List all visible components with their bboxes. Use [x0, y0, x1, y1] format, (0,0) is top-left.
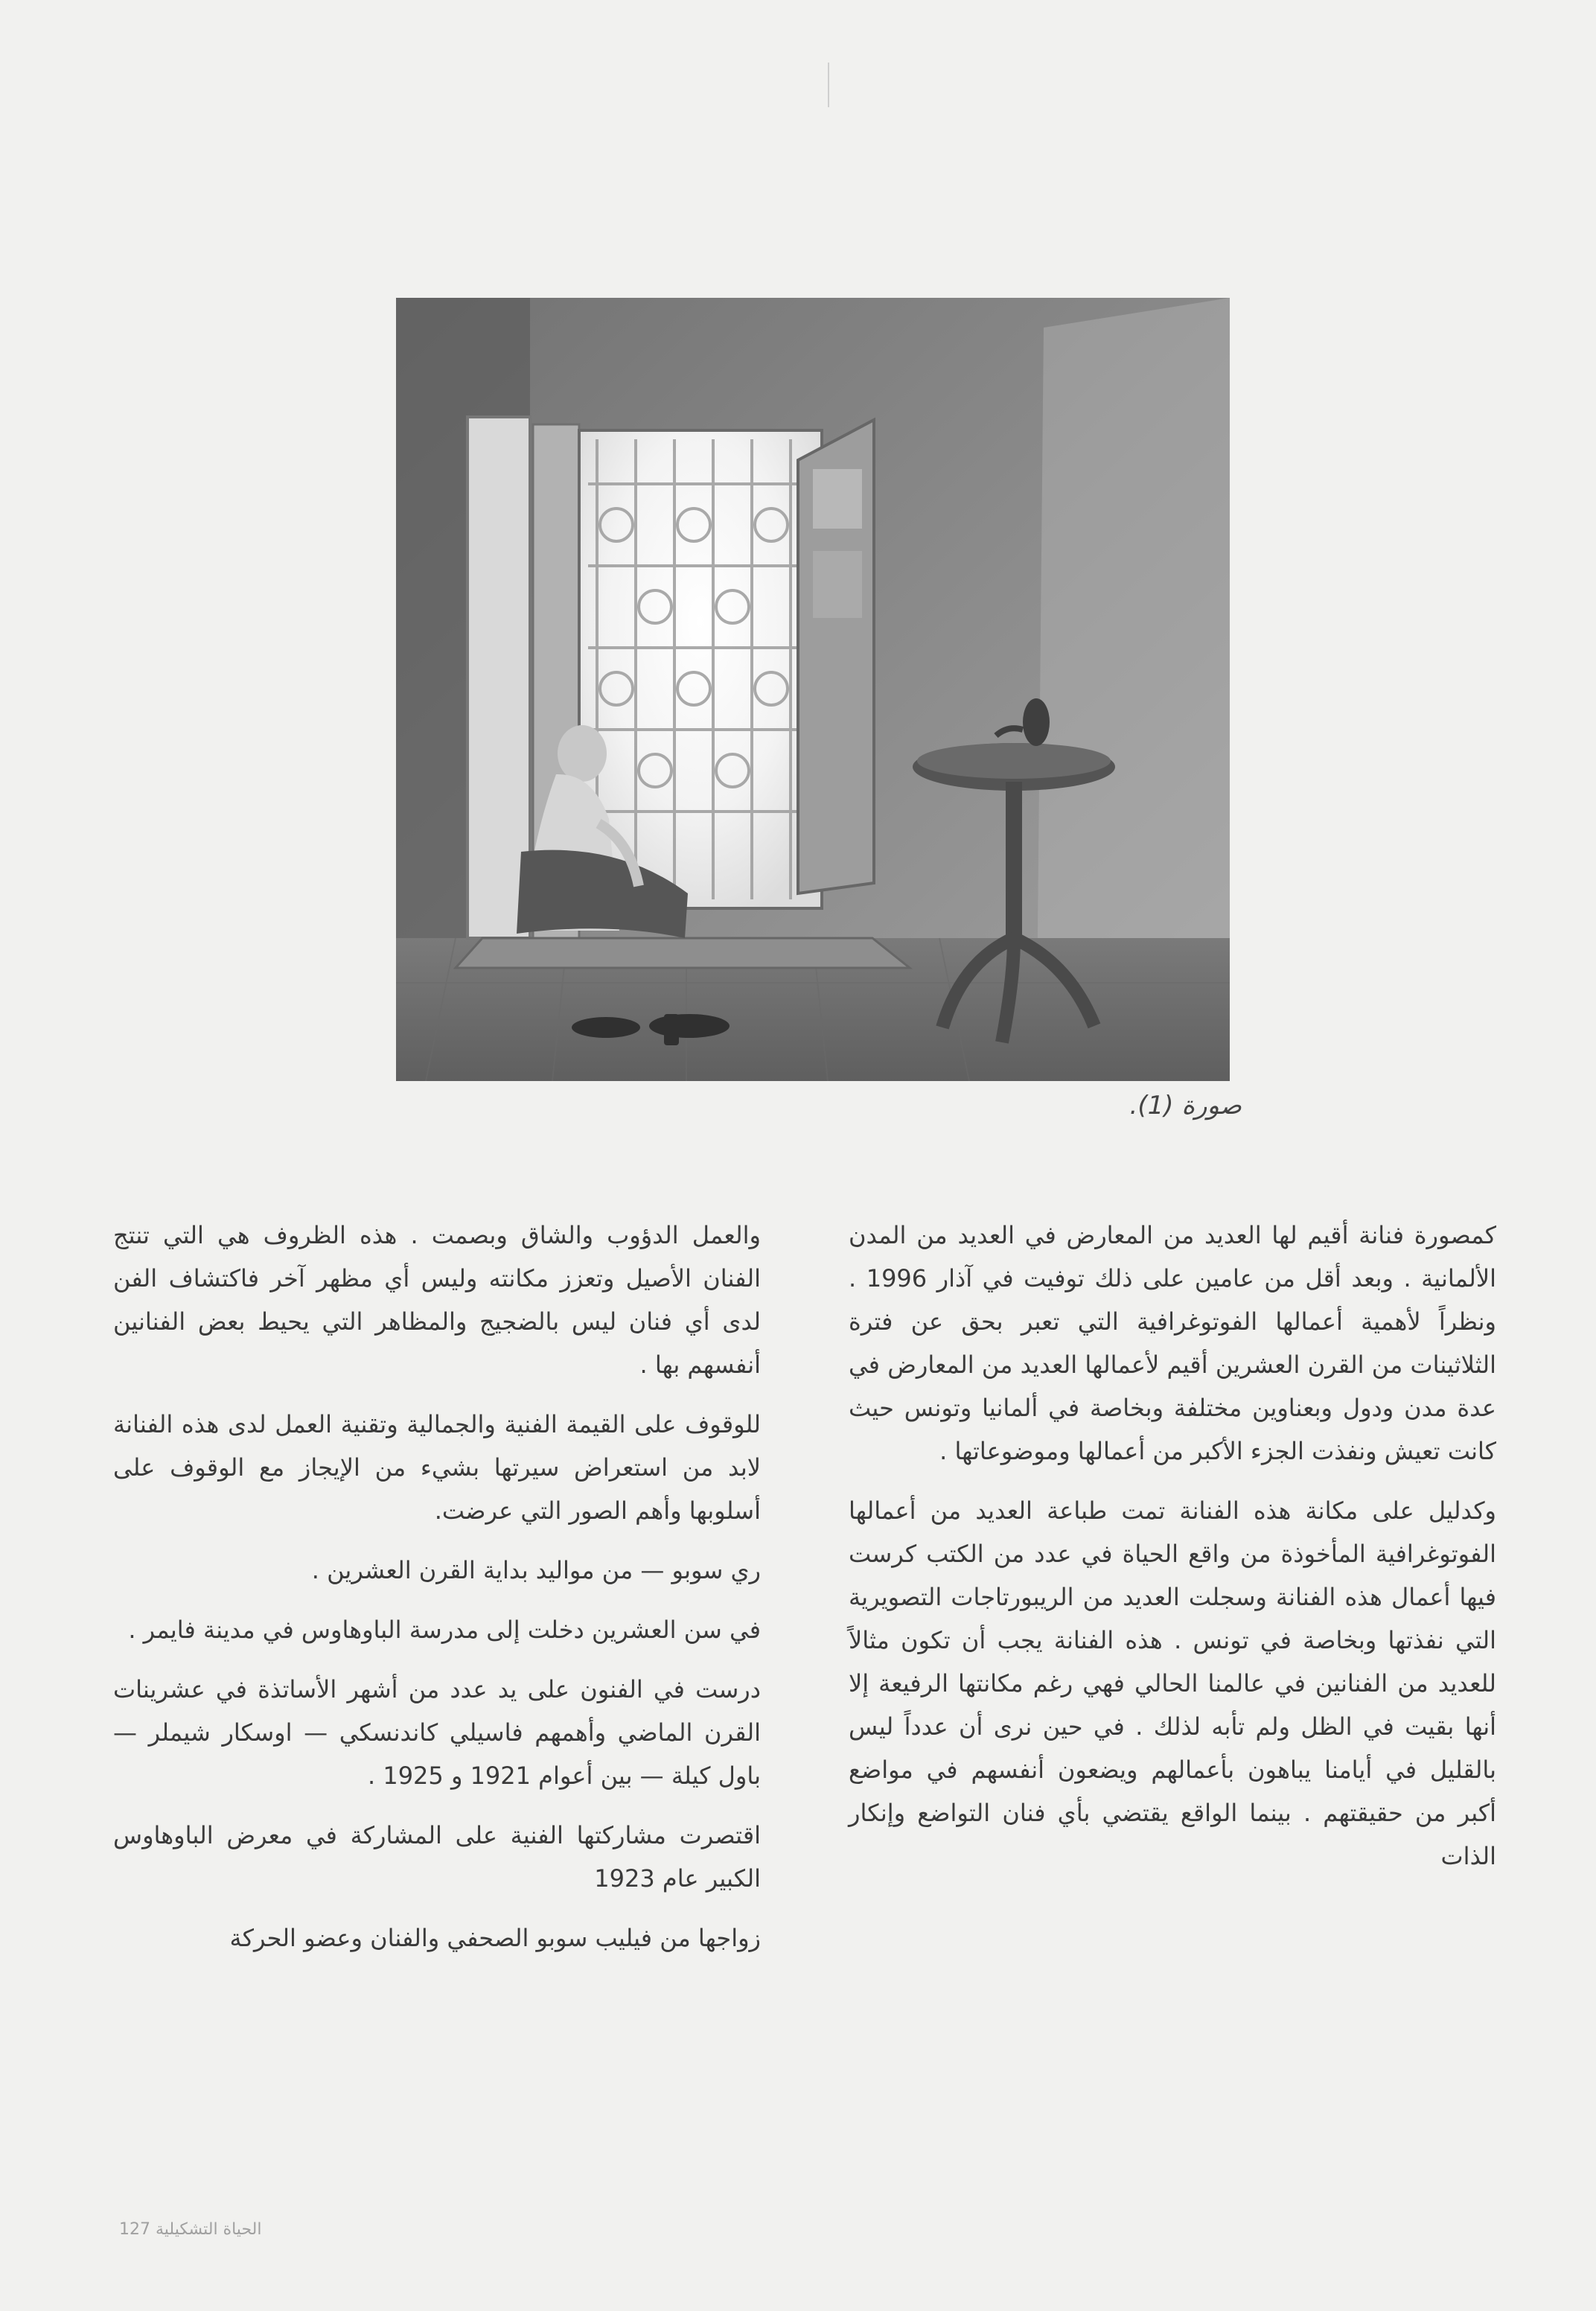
article-column-left: [113, 1214, 761, 1976]
article-paragraph: والعمل الدؤوب والشاق وبصمت . هذه الظروف هي التي تنتج الفنان الأصيل وتعزز مكانته وليس أي مظهر آخر فاكتشاف الفن لدى أي فنان ليس بالضجيج والمظاهر التي يحيط بعض الفنانين أنفسهم بها .: [113, 1221, 761, 1379]
print-mark: [828, 63, 829, 107]
article-paragraph: درست في الفنون على يد عدد من أشهر الأساتذة في عشرينات القرن الماضي وأهمهم فاسيلي كاندنسكي — اوسكار شيملر — باول كيلة — بين أعوام 1921 و 1925 .: [113, 1675, 761, 1790]
article-paragraph: وكدليل على مكانة هذه الفنانة تمت طباعة العديد من أعمالها الفوتوغرافية المأخوذة من واقع الحياة في عدد من الكتب كرست فيها أعمال هذه الفنانة وسجلت العديد من الريبورتاجات التصويرية التي نفذتها وبخاصة في تونس . هذه الفنانة يجب أن تكون مثالاً للعديد من الفنانين في عالمنا الحالي فهي رغم مكانتها الرفيعة إلا أنها بقيت في الظل ولم تأبه لذلك . في حين نرى أن عدداً ليس بالقليل في أيامنا يباهون بأعمالهم ويضعون أنفسهم في مواضع أكبر من حقيقتهم . بينما الواقع يقتضي بأي فنان التواضع وإنكار الذات: [849, 1496, 1496, 1870]
photo-caption: صورة (1).: [1129, 1091, 1242, 1121]
article-paragraph: اقتصرت مشاركتها الفنية على المشاركة في معرض الباوهاوس الكبير عام 1923: [113, 1821, 761, 1893]
article-paragraph: في سن العشرين دخلت إلى مدرسة الباوهاوس في مدينة فايمر .: [128, 1616, 761, 1644]
article-paragraph: ري سوبو — من مواليد بداية القرن العشرين .: [311, 1556, 761, 1584]
article-column-right: [849, 1214, 1496, 1894]
page-number: 127: [119, 2220, 150, 2239]
photo-woman-by-window: [396, 298, 1230, 1081]
window-sill: [456, 938, 910, 968]
article-paragraph: للوقوف على القيمة الفنية والجمالية وتقنية العمل لدى هذه الفنانة لابد من استعراض سيرتها بشيء من الإيجاز مع الوقوف على أسلوبها وأهم الصور التي عرضت.: [113, 1410, 761, 1525]
article-paragraph: كمصورة فنانة أقيم لها العديد من المعارض في العديد من المدن الألمانية . وبعد أقل من عامين على ذلك توفيت في آذار 1996 . ونظراً لأهمية أعمالها الفوتوغرافية التي تعبر بحق عن فترة الثلاثينات من القرن العشرين أقيم لأعمالها العديد من المعارض في عدة مدن ودول وبعناوين مختلفة وبخاصة في ألمانيا وتونس حيث كانت تعيش ونفذت الجزء الأكبر من أعمالها وموضوعاتها .: [849, 1221, 1497, 1465]
page-footer: [112, 2219, 350, 2241]
photo-illustration: [396, 298, 1230, 1081]
magazine-title: الحياة التشكيلية: [156, 2220, 262, 2239]
article-paragraph: زواجها من فيليب سوبو الصحفي والفنان وعضو الحركة: [229, 1924, 761, 1952]
